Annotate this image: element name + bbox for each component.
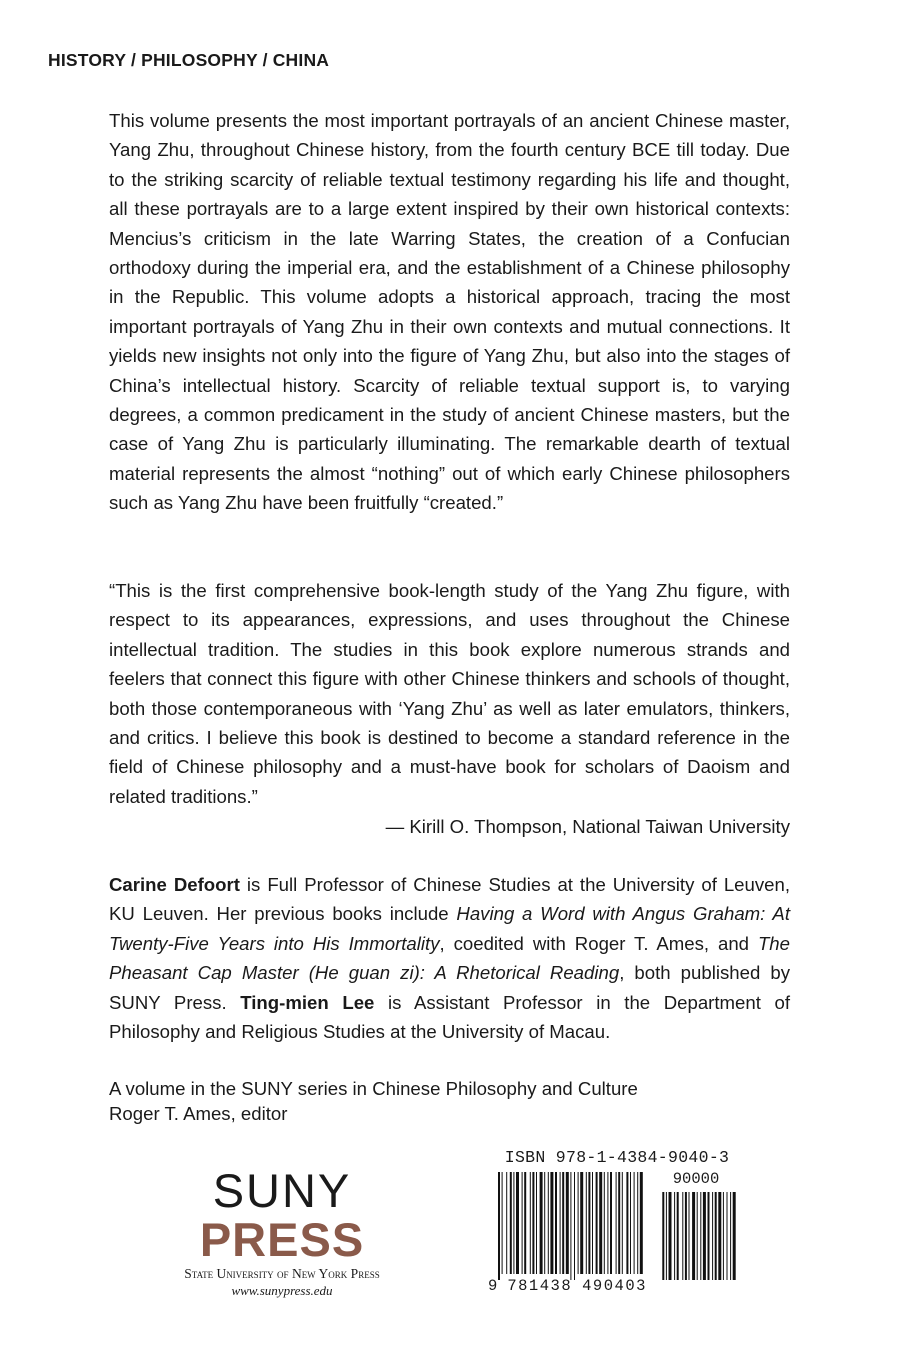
barcode-bar: [570, 1172, 571, 1280]
barcode-bar: [616, 1172, 617, 1274]
barcode-bar: [498, 1172, 500, 1280]
barcode-bar: [604, 1172, 605, 1274]
barcode-bar: [560, 1172, 561, 1274]
barcode-bar: [599, 1172, 602, 1274]
book-description: This volume presents the most important portrayals of an ancient Chinese master, Yang Zhu, throughout Chinese history, from the fourth century BCE till today. Due to the striking scarcity of reliable textual testimony regarding his life and thought, all these portrayals are to a large extent inspired by their own historical contexts: Mencius’s criticism in the late Warring States, the creation of a Confucian orthodoxy during the imperial era, and the establishment of a Chinese philosophy in the Republic. This volume adopts a historical approach, tracing the most important portrayals of Yang Zhu in their own contexts and mutual connections. It yields new insights not only into the figure of Yang Zhu, but also into the stages of China’s intellectual history. Scarcity of reliable textual support is, to varying degrees, a common predicament in the study of ancient Chinese masters, but the case of Yang Zhu is particularly illuminating. The remarkable dearth of textual material represents the almost “nothing” out of which early Chinese philosophers such as Yang Zhu have been fruitfully “created.”: [109, 110, 790, 514]
barcode-supplement-bar: [712, 1192, 713, 1280]
book1-after: , coedited with Roger T. Ames, and: [439, 932, 758, 954]
barcode-bar: [502, 1172, 503, 1274]
publisher-url: www.sunypress.edu: [231, 1283, 333, 1298]
isbn-label: ISBN 978-1-4384-9040-3: [504, 1148, 730, 1167]
category-heading: HISTORY / PHILOSOPHY / CHINA: [48, 50, 330, 70]
publisher-logo: [154, 1165, 410, 1299]
barcode-bar: [566, 1172, 569, 1274]
author2-name: Ting-mien Lee: [240, 991, 375, 1013]
book2-after: , both published by SUNY Press.: [109, 962, 790, 1013]
barcode-bar: [574, 1172, 575, 1280]
barcode-bar: [637, 1172, 638, 1274]
barcode-supplement-bar: [677, 1192, 679, 1280]
barcode-bar: [516, 1172, 519, 1274]
barcode-bar: [640, 1172, 643, 1274]
barcode-bar: [618, 1172, 620, 1274]
barcode-bar: [626, 1172, 628, 1274]
barcode-bar: [578, 1172, 579, 1274]
barcode-supplement-bar: [689, 1192, 690, 1280]
barcode-bar: [592, 1172, 593, 1274]
barcode-bar: [596, 1172, 598, 1274]
barcode-supplement-bar: [730, 1192, 731, 1280]
barcode-supplement-bar: [666, 1192, 667, 1280]
barcode-bar: [544, 1172, 545, 1274]
barcode-bar: [562, 1172, 564, 1274]
series-editor: Roger T. Ames, editor: [109, 1103, 288, 1124]
barcode-bars: [498, 1172, 738, 1280]
barcode-bar: [530, 1172, 531, 1274]
barcode-bar: [610, 1172, 612, 1274]
barcode-supplement-bar: [703, 1192, 706, 1280]
barcode-bar: [513, 1172, 514, 1274]
barcode-supplement-bar: [708, 1192, 710, 1280]
barcode-bar: [607, 1172, 608, 1274]
barcode-supplement-bar: [662, 1192, 664, 1280]
author1-bio: is Full Professor of Chinese Studies at the University of Leuven, KU Leuven. Her previous books include: [109, 874, 790, 925]
logo-suny-text: SUNY: [212, 1164, 352, 1217]
barcode-bar: [622, 1172, 623, 1274]
barcode-supplement-bar: [723, 1192, 724, 1280]
isbn-barcode: [488, 1148, 746, 1308]
series-line: A volume in the SUNY series in Chinese Philosophy and Culture: [109, 1078, 638, 1099]
ean-first-digit: 9: [488, 1277, 498, 1295]
barcode-supplement: 90000: [672, 1170, 720, 1188]
barcode-bar: [536, 1172, 537, 1274]
book2-title: The Pheasant Cap Master (He guan zi): A Rhetorical Reading: [109, 932, 790, 984]
barcode-bar: [550, 1172, 553, 1274]
barcode-bar: [532, 1172, 534, 1274]
barcode-supplement-bar: [733, 1192, 736, 1280]
series-info: [109, 1076, 638, 1126]
endorsement-quote: “This is the first comprehensive book-length study of the Yang Zhu figure, with respect to its appearances, expressions, and uses throughout the Chinese intellectual tradition. The studies in this book explore numerous strands and feelers that connect this figure with other Chinese thinkers and schools of thought, both those contemporaneous with ‘Yang Zhu’ as well as later emulators, thinkers, and critics. I believe this book is destined to become a standard reference in the field of Chinese philosophy and a must-have book for scholars of Daoism and related traditions.”: [109, 580, 790, 807]
barcode-supplement-bar: [685, 1192, 687, 1280]
barcode-supplement-bar: [715, 1192, 717, 1280]
book1-title: Having a Word with Angus Graham: At Twenty-Five Years into His Immortality: [109, 903, 790, 954]
barcode-bar: [506, 1172, 507, 1274]
barcode-bar: [634, 1172, 635, 1274]
logo-press-text: PRESS: [199, 1213, 365, 1266]
endorsement-attribution: — Kirill O. Thompson, National Taiwan University: [385, 816, 790, 837]
author-bios: [109, 870, 790, 1046]
ean-digits: [488, 1277, 647, 1295]
author2-bio: is Assistant Professor in the Department of Philosophy and Religious Studies at the University of Macau.: [109, 991, 790, 1043]
ean-left-digits: 781438: [507, 1277, 573, 1295]
barcode-supplement-bar: [718, 1192, 721, 1280]
author1-name: Carine Defoort: [109, 874, 240, 895]
barcode-supplement-bar: [727, 1192, 728, 1280]
barcode-bar: [630, 1172, 631, 1274]
barcode-bar: [555, 1172, 557, 1274]
barcode-bar: [522, 1172, 523, 1274]
barcode-bar: [540, 1172, 543, 1274]
barcode-supplement-bar: [682, 1192, 683, 1280]
publisher-full-name: State University of New York Press: [184, 1266, 380, 1281]
ean-right-digits: 490403: [582, 1277, 647, 1295]
barcode-bar: [588, 1172, 590, 1274]
barcode-supplement-bar: [669, 1192, 672, 1280]
barcode-bar: [524, 1172, 526, 1274]
barcode-supplement-bar: [674, 1192, 675, 1280]
barcode-supplement-bar: [692, 1192, 695, 1280]
barcode-bar: [580, 1172, 583, 1274]
barcode-bar: [510, 1172, 512, 1274]
barcode-bar: [586, 1172, 587, 1274]
barcode-supplement-bar: [700, 1192, 701, 1280]
barcode-bar: [548, 1172, 549, 1274]
barcode-supplement-bar: [697, 1192, 698, 1280]
